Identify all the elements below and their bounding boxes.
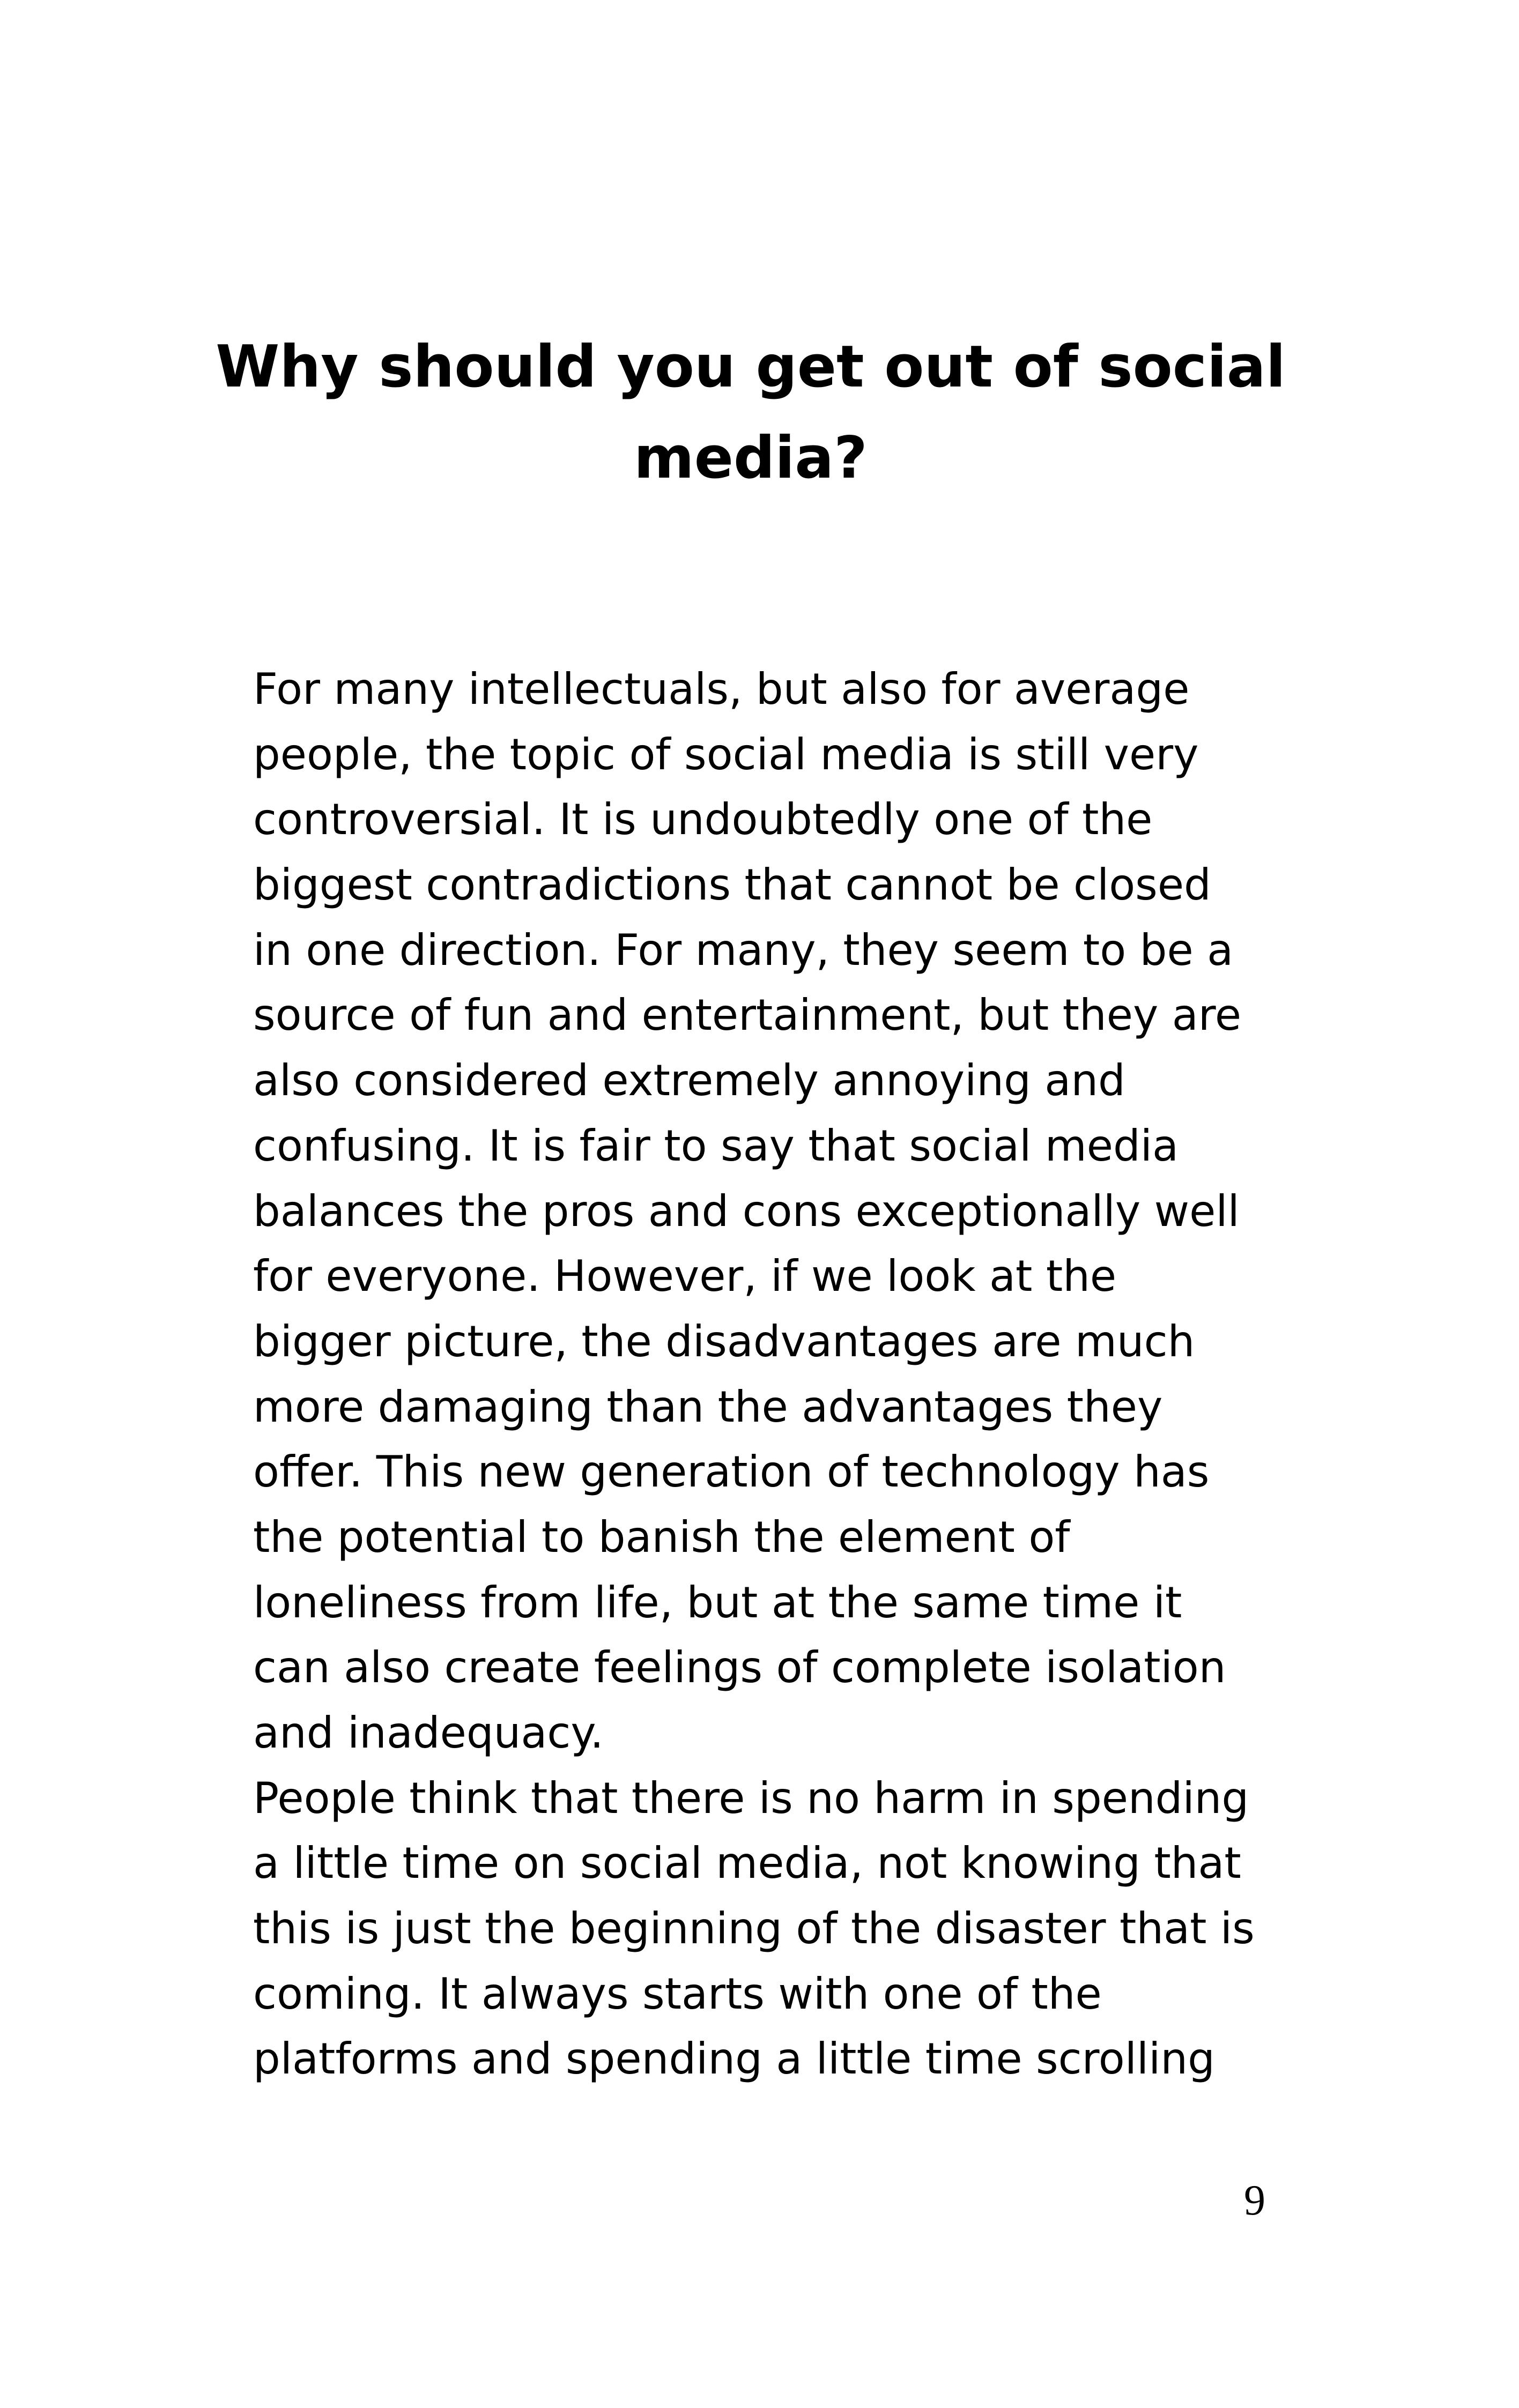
body-line-3: controversial. It is undoubtedly one of the	[253, 794, 1153, 845]
body-line-5: in one direction. For many, they seem to be a	[253, 925, 1234, 975]
body-line-20: this is just the beginning of the disaster that is	[253, 1904, 1255, 1954]
chapter-title	[214, 322, 1287, 504]
body-line-9: balances the pros and cons exceptionally well	[253, 1186, 1240, 1236]
body-line-16: can also create feelings of complete isolation	[253, 1643, 1226, 1693]
body-line-8: confusing. It is fair to say that social media	[253, 1120, 1179, 1171]
body-line-19: a little time on social media, not knowing that	[253, 1838, 1241, 1889]
body-line-13: offer. This new generation of technology has	[253, 1447, 1210, 1497]
body-line-18: People think that there is no harm in spending	[253, 1773, 1249, 1823]
body-line-7: also considered extremely annoying and	[253, 1056, 1125, 1106]
body-line-10: for everyone. However, if we look at the	[253, 1251, 1117, 1302]
page-number: 9	[1244, 2177, 1265, 2224]
body-line-2: people, the topic of social media is still very	[253, 729, 1199, 779]
body-line-15: loneliness from life, but at the same time it	[253, 1577, 1182, 1627]
body-line-11: bigger picture, the disadvantages are much	[253, 1316, 1195, 1366]
body-text	[253, 657, 1299, 2092]
body-line-6: source of fun and entertainment, but they are	[253, 990, 1242, 1041]
body-line-12: more damaging than the advantages they	[253, 1381, 1163, 1432]
chapter-title-line-2: media?	[634, 425, 868, 492]
body-line-21: coming. It always starts with one of the	[253, 1968, 1102, 2019]
body-line-1: For many intellectuals, but also for average	[253, 664, 1190, 714]
chapter-title-line-1: Why should you get out of social	[216, 333, 1286, 400]
body-line-14: the potential to banish the element of	[253, 1512, 1070, 1562]
body-line-4: biggest contradictions that cannot be closed	[253, 860, 1211, 910]
body-line-22: platforms and spending a little time scrolling	[253, 2034, 1215, 2084]
body-line-17: and inadequacy.	[253, 1708, 604, 1758]
